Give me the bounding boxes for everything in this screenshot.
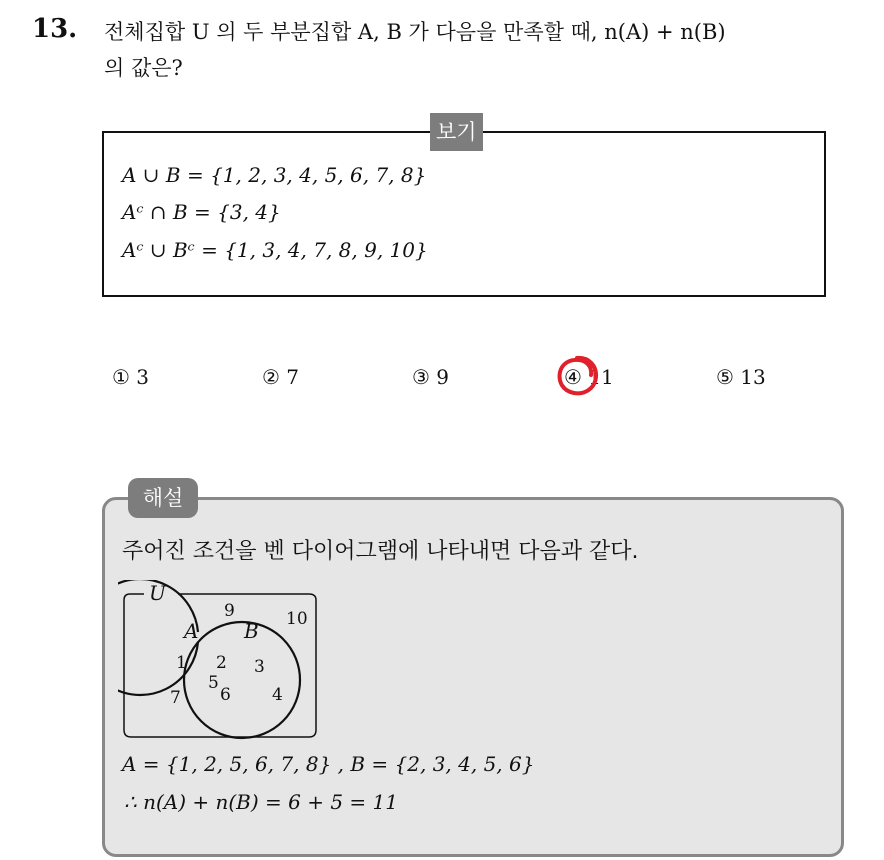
condition-union: A ∪ B = {1, 2, 3, 4, 5, 6, 7, 8} [122,163,427,187]
choice-4-mark: ④ [564,365,582,389]
venn-set-b-label: B [244,619,259,643]
venn-b-only-3: 3 [254,657,265,677]
choice-2-mark: ② [262,365,280,389]
choice-2[interactable] [262,365,299,389]
choice-4-value: 11 [588,365,614,389]
set-b-circle [184,622,300,738]
explanation-sets-line: A = {1, 2, 5, 6, 7, 8} , B = {2, 3, 4, 5, 6} [122,752,535,776]
choice-2-value: 7 [286,365,300,389]
choice-3[interactable] [412,365,449,389]
question-number: 13. [32,14,78,44]
venn-a-only-1: 1 [176,653,187,673]
venn-both-2: 2 [216,653,227,673]
venn-set-a-label: A [184,619,199,643]
explanation-result-line: ∴ n(A) + n(B) = 6 + 5 = 11 [124,790,398,814]
choice-5-mark: ⑤ [716,365,734,389]
venn-universe-label: U [149,581,166,605]
choice-3-value: 9 [436,365,450,389]
venn-both-5: 5 [208,673,219,693]
venn-both-6: 6 [220,685,231,705]
explanation-label: 해설 [128,478,198,518]
conditions-box-label: 보기 [430,113,483,151]
question-text-line2: 의 값은? [104,56,183,80]
venn-diagram [118,580,328,745]
choice-3-mark: ③ [412,365,430,389]
explanation-text: 주어진 조건을 벤 다이어그램에 나타내면 다음과 같다. [122,539,639,564]
venn-outside-9: 9 [224,601,235,621]
venn-b-only-4: 4 [272,685,283,705]
choice-1[interactable] [112,365,149,389]
answer-circle-mark-icon [553,352,601,400]
venn-outside-10: 10 [286,609,308,629]
choice-1-mark: ① [112,365,130,389]
condition-complement-union: Aᶜ ∪ Bᶜ = {1, 3, 4, 7, 8, 9, 10} [122,238,428,262]
choice-1-value: 3 [136,365,150,389]
condition-complement-intersection: Aᶜ ∩ B = {3, 4} [122,200,281,224]
choice-5-value: 13 [740,365,766,389]
venn-a-only-7: 7 [170,688,181,708]
question-text-line1: 전체집합 U 의 두 부분집합 A, B 가 다음을 만족할 때, n(A) + n(B) [104,20,726,44]
choice-5[interactable] [716,365,766,389]
